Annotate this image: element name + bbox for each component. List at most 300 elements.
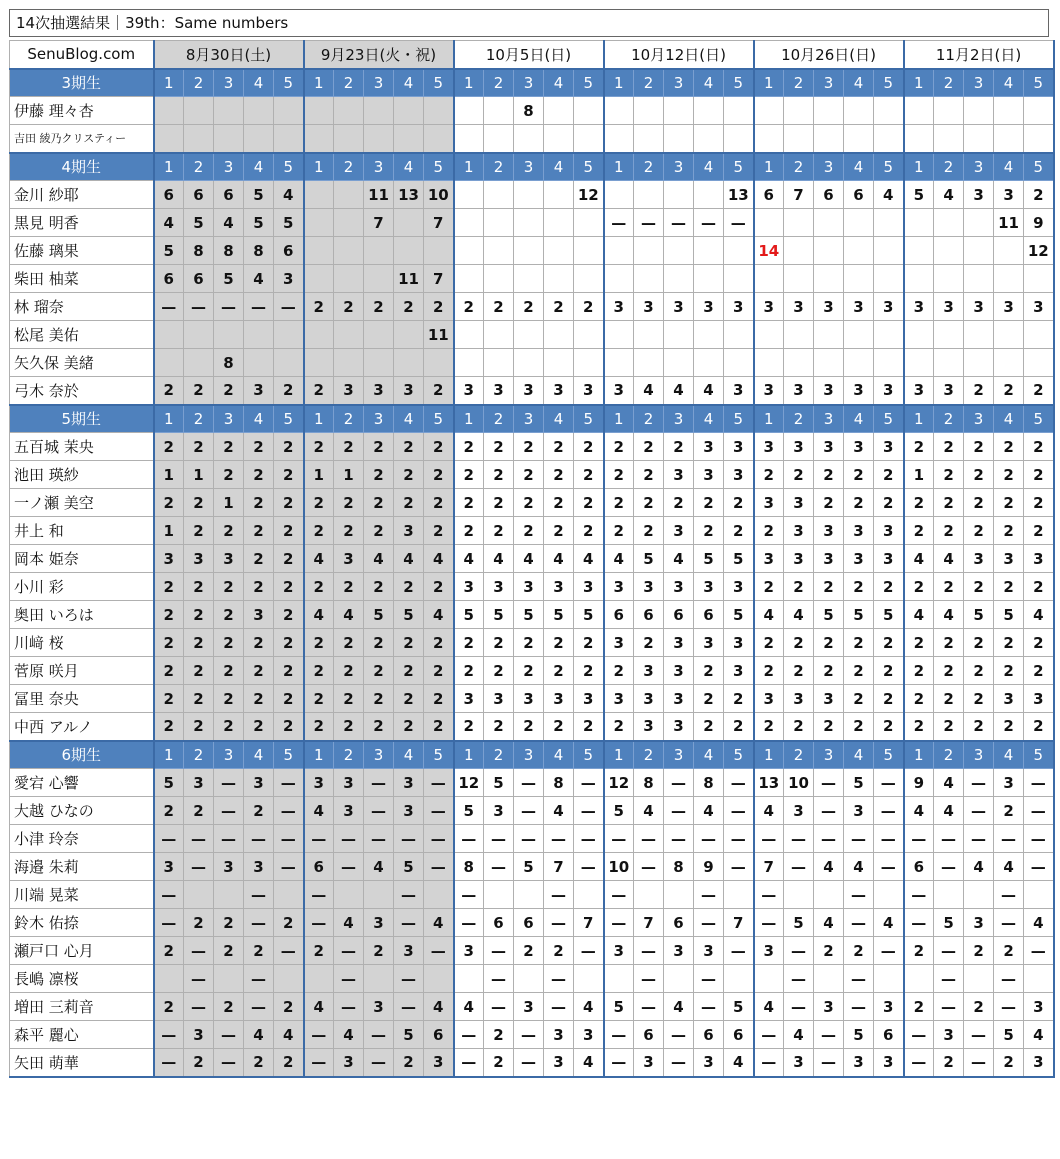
- result-cell: 2: [544, 461, 574, 489]
- result-cell: 2: [994, 657, 1024, 685]
- result-cell: 4: [454, 993, 484, 1021]
- result-cell: [934, 209, 964, 237]
- slot-number: 5: [424, 153, 454, 181]
- slot-number: 3: [664, 69, 694, 97]
- result-cell: —: [754, 909, 784, 937]
- result-cell: [694, 321, 724, 349]
- result-cell: 2: [154, 629, 184, 657]
- result-cell: [964, 125, 994, 153]
- result-cell: 2: [154, 993, 184, 1021]
- result-cell: 3: [844, 293, 874, 321]
- result-cell: 3: [574, 1021, 604, 1049]
- result-cell: 6: [814, 181, 844, 209]
- result-cell: —: [544, 965, 574, 993]
- result-cell: 3: [244, 377, 274, 405]
- result-cell: 4: [1024, 601, 1054, 629]
- result-cell: [154, 125, 184, 153]
- result-cell: 2: [364, 937, 394, 965]
- result-cell: —: [784, 825, 814, 853]
- result-cell: 2: [424, 377, 454, 405]
- result-cell: —: [934, 853, 964, 881]
- result-cell: 3: [694, 293, 724, 321]
- slot-number: 1: [304, 153, 334, 181]
- result-cell: 2: [904, 573, 934, 601]
- result-cell: 2: [244, 657, 274, 685]
- result-cell: 3: [514, 573, 544, 601]
- result-cell: 4: [874, 909, 904, 937]
- result-cell: 1: [154, 461, 184, 489]
- result-cell: —: [154, 1021, 184, 1049]
- result-cell: 2: [964, 377, 994, 405]
- result-cell: [394, 349, 424, 377]
- result-cell: 2: [994, 713, 1024, 741]
- result-cell: —: [154, 909, 184, 937]
- result-cell: [754, 265, 784, 293]
- result-cell: [724, 265, 754, 293]
- result-cell: 4: [244, 1021, 274, 1049]
- slot-number: 5: [424, 405, 454, 433]
- result-cell: 3: [844, 377, 874, 405]
- result-cell: —: [904, 881, 934, 909]
- result-cell: —: [574, 825, 604, 853]
- member-name: 増田 三莉音: [10, 993, 154, 1021]
- result-cell: —: [544, 825, 574, 853]
- result-cell: 2: [364, 713, 394, 741]
- result-cell: 8: [694, 769, 724, 797]
- result-cell: 2: [994, 797, 1024, 825]
- result-cell: 6: [484, 909, 514, 937]
- result-cell: —: [214, 1021, 244, 1049]
- result-cell: 2: [394, 713, 424, 741]
- member-row: [10, 825, 1054, 853]
- member-row: [10, 237, 1054, 265]
- result-cell: —: [934, 825, 964, 853]
- result-cell: 2: [304, 517, 334, 545]
- result-cell: 6: [754, 181, 784, 209]
- result-cell: 2: [154, 797, 184, 825]
- result-cell: 2: [904, 489, 934, 517]
- result-cell: 4: [904, 797, 934, 825]
- member-name: 小津 玲奈: [10, 825, 154, 853]
- result-cell: —: [214, 293, 244, 321]
- result-cell: [604, 349, 634, 377]
- result-cell: —: [304, 881, 334, 909]
- result-cell: 2: [424, 293, 454, 321]
- result-cell: 2: [964, 937, 994, 965]
- result-cell: [514, 321, 544, 349]
- result-cell: —: [874, 797, 904, 825]
- result-cell: [724, 965, 754, 993]
- result-cell: —: [604, 1021, 634, 1049]
- slot-number: 5: [724, 153, 754, 181]
- result-cell: [904, 209, 934, 237]
- result-cell: 2: [544, 629, 574, 657]
- result-cell: 6: [634, 1021, 664, 1049]
- date-header: 10月12日(日): [604, 41, 754, 69]
- result-cell: 3: [664, 573, 694, 601]
- slot-number: 3: [964, 69, 994, 97]
- slot-number: 4: [544, 405, 574, 433]
- result-cell: 2: [604, 713, 634, 741]
- result-cell: [934, 125, 964, 153]
- result-cell: 6: [214, 181, 244, 209]
- result-cell: [304, 125, 334, 153]
- result-cell: —: [724, 853, 754, 881]
- result-cell: 2: [994, 489, 1024, 517]
- result-cell: —: [484, 965, 514, 993]
- member-name: 岡本 姫奈: [10, 545, 154, 573]
- slot-number: 1: [604, 741, 634, 769]
- slot-number: 1: [454, 69, 484, 97]
- result-cell: —: [544, 909, 574, 937]
- slot-number: 4: [844, 153, 874, 181]
- slot-number: 1: [604, 69, 634, 97]
- slot-number: 2: [934, 405, 964, 433]
- slot-number: 4: [244, 405, 274, 433]
- result-cell: [1024, 965, 1054, 993]
- result-cell: 6: [694, 1021, 724, 1049]
- result-cell: [664, 181, 694, 209]
- result-cell: —: [424, 937, 454, 965]
- result-cell: [904, 265, 934, 293]
- result-cell: —: [604, 1049, 634, 1077]
- result-cell: 3: [664, 629, 694, 657]
- result-cell: 4: [934, 769, 964, 797]
- slot-number: 4: [694, 153, 724, 181]
- slot-number: 1: [304, 69, 334, 97]
- slot-number: 1: [154, 153, 184, 181]
- result-cell: [814, 237, 844, 265]
- result-cell: 2: [394, 489, 424, 517]
- result-cell: [844, 209, 874, 237]
- result-cell: [874, 209, 904, 237]
- result-cell: [814, 965, 844, 993]
- result-cell: —: [244, 993, 274, 1021]
- result-cell: [964, 881, 994, 909]
- result-cell: [964, 237, 994, 265]
- result-cell: —: [1024, 853, 1054, 881]
- result-cell: 2: [754, 713, 784, 741]
- result-cell: 3: [784, 517, 814, 545]
- result-cell: 2: [304, 713, 334, 741]
- slot-number: 3: [214, 69, 244, 97]
- result-cell: 5: [844, 769, 874, 797]
- result-cell: 2: [574, 293, 604, 321]
- result-cell: [454, 965, 484, 993]
- result-cell: [724, 349, 754, 377]
- result-cell: 2: [874, 489, 904, 517]
- result-cell: [274, 97, 304, 125]
- slot-number: 3: [814, 69, 844, 97]
- result-cell: 2: [844, 937, 874, 965]
- result-cell: 3: [754, 685, 784, 713]
- slot-number: 3: [514, 405, 544, 433]
- result-cell: 2: [184, 489, 214, 517]
- slot-number: 5: [1024, 69, 1054, 97]
- result-cell: 2: [844, 657, 874, 685]
- result-cell: [364, 881, 394, 909]
- result-cell: 2: [814, 937, 844, 965]
- member-row: [10, 181, 1054, 209]
- result-cell: [994, 237, 1024, 265]
- member-row: [10, 657, 1054, 685]
- result-cell: 3: [754, 293, 784, 321]
- result-cell: 3: [844, 1049, 874, 1077]
- result-cell: 3: [514, 377, 544, 405]
- result-cell: 9: [904, 769, 934, 797]
- result-cell: 2: [934, 657, 964, 685]
- result-cell: 2: [424, 713, 454, 741]
- result-cell: [694, 181, 724, 209]
- result-cell: [514, 237, 544, 265]
- result-cell: —: [424, 769, 454, 797]
- result-cell: [484, 881, 514, 909]
- result-cell: [724, 97, 754, 125]
- result-cell: 5: [694, 545, 724, 573]
- result-cell: 8: [184, 237, 214, 265]
- result-cell: 2: [934, 573, 964, 601]
- result-cell: —: [934, 937, 964, 965]
- result-cell: [664, 97, 694, 125]
- result-cell: [574, 209, 604, 237]
- slot-number: 1: [154, 405, 184, 433]
- result-cell: 2: [304, 937, 334, 965]
- result-cell: 2: [184, 797, 214, 825]
- result-cell: 2: [154, 377, 184, 405]
- result-cell: 3: [1024, 993, 1054, 1021]
- result-cell: [394, 321, 424, 349]
- result-cell: [304, 265, 334, 293]
- result-cell: 2: [274, 713, 304, 741]
- result-cell: —: [844, 965, 874, 993]
- result-cell: 3: [724, 461, 754, 489]
- member-name: 吉田 綾乃クリスティー: [10, 125, 154, 153]
- result-cell: [574, 881, 604, 909]
- result-cell: 7: [634, 909, 664, 937]
- result-cell: 4: [754, 601, 784, 629]
- result-cell: 3: [694, 461, 724, 489]
- result-cell: 3: [994, 545, 1024, 573]
- result-cell: —: [214, 825, 244, 853]
- result-cell: 2: [244, 797, 274, 825]
- result-cell: 3: [214, 545, 244, 573]
- result-cell: [844, 97, 874, 125]
- result-cell: 3: [574, 573, 604, 601]
- slot-number: 2: [484, 405, 514, 433]
- result-cell: —: [244, 293, 274, 321]
- result-cell: [814, 97, 844, 125]
- result-cell: 2: [964, 993, 994, 1021]
- result-cell: [694, 237, 724, 265]
- slot-number: 1: [454, 405, 484, 433]
- result-cell: [874, 965, 904, 993]
- date-header: 10月26日(日): [754, 41, 904, 69]
- result-cell: 5: [184, 209, 214, 237]
- result-cell: —: [814, 1049, 844, 1077]
- result-cell: —: [664, 797, 694, 825]
- result-cell: —: [574, 853, 604, 881]
- slot-number: 4: [244, 69, 274, 97]
- slot-number: 2: [934, 69, 964, 97]
- result-cell: 2: [214, 937, 244, 965]
- slot-number: 5: [1024, 741, 1054, 769]
- result-cell: [364, 237, 394, 265]
- slot-number: 4: [844, 405, 874, 433]
- result-cell: 3: [964, 293, 994, 321]
- result-cell: [874, 125, 904, 153]
- result-cell: 2: [634, 489, 664, 517]
- result-cell: —: [244, 825, 274, 853]
- result-cell: 2: [334, 685, 364, 713]
- result-cell: 3: [664, 461, 694, 489]
- result-cell: [964, 321, 994, 349]
- result-cell: [814, 209, 844, 237]
- result-cell: [694, 125, 724, 153]
- result-cell: 3: [154, 853, 184, 881]
- member-name: 奥田 いろは: [10, 601, 154, 629]
- slot-number: 2: [184, 741, 214, 769]
- result-cell: [424, 237, 454, 265]
- result-cell: 2: [964, 461, 994, 489]
- member-name: 井上 和: [10, 517, 154, 545]
- result-cell: 3: [874, 377, 904, 405]
- result-cell: [634, 321, 664, 349]
- result-cell: 2: [724, 713, 754, 741]
- slot-number: 2: [634, 153, 664, 181]
- result-cell: [514, 125, 544, 153]
- generation-header-row: [10, 69, 1054, 97]
- result-cell: [544, 97, 574, 125]
- result-cell: 5: [934, 909, 964, 937]
- slot-number: 2: [934, 153, 964, 181]
- slot-number: 2: [484, 741, 514, 769]
- result-cell: —: [544, 881, 574, 909]
- date-header: 10月5日(日): [454, 41, 604, 69]
- result-cell: [814, 125, 844, 153]
- result-cell: —: [244, 965, 274, 993]
- result-cell: 3: [394, 517, 424, 545]
- result-cell: 2: [184, 377, 214, 405]
- result-cell: 2: [664, 433, 694, 461]
- result-cell: 2: [694, 685, 724, 713]
- result-cell: 4: [214, 209, 244, 237]
- result-cell: 10: [604, 853, 634, 881]
- slot-number: 1: [904, 153, 934, 181]
- result-cell: —: [274, 293, 304, 321]
- result-cell: 2: [574, 489, 604, 517]
- slot-number: 4: [694, 405, 724, 433]
- result-cell: [904, 349, 934, 377]
- result-cell: 5: [994, 601, 1024, 629]
- result-cell: 3: [784, 1049, 814, 1077]
- result-cell: 7: [784, 181, 814, 209]
- result-cell: —: [424, 797, 454, 825]
- result-cell: 2: [724, 517, 754, 545]
- result-cell: —: [724, 797, 754, 825]
- slot-number: 3: [814, 153, 844, 181]
- slot-number: 3: [514, 69, 544, 97]
- result-cell: 6: [304, 853, 334, 881]
- result-cell: 2: [814, 573, 844, 601]
- member-name: 小川 彩: [10, 573, 154, 601]
- result-cell: 2: [934, 629, 964, 657]
- result-cell: 2: [604, 433, 634, 461]
- result-cell: 2: [874, 461, 904, 489]
- result-cell: 2: [1024, 433, 1054, 461]
- slot-number: 4: [844, 741, 874, 769]
- result-cell: 9: [694, 853, 724, 881]
- result-cell: 2: [904, 629, 934, 657]
- result-cell: 5: [814, 601, 844, 629]
- result-cell: 11: [364, 181, 394, 209]
- result-cell: [964, 265, 994, 293]
- result-cell: —: [844, 993, 874, 1021]
- result-cell: 4: [454, 545, 484, 573]
- result-cell: 8: [214, 349, 244, 377]
- result-cell: 3: [814, 517, 844, 545]
- result-cell: 4: [754, 797, 784, 825]
- result-cell: 2: [934, 517, 964, 545]
- result-cell: [724, 321, 754, 349]
- result-cell: —: [964, 825, 994, 853]
- result-cell: [364, 349, 394, 377]
- result-cell: 3: [364, 909, 394, 937]
- result-cell: 3: [574, 685, 604, 713]
- result-cell: 3: [484, 573, 514, 601]
- result-cell: 2: [184, 629, 214, 657]
- result-cell: [814, 881, 844, 909]
- slot-number: 3: [814, 405, 844, 433]
- result-cell: 2: [964, 489, 994, 517]
- result-cell: [304, 209, 334, 237]
- result-cell: 8: [214, 237, 244, 265]
- slot-number: 3: [964, 741, 994, 769]
- slot-number: 2: [784, 741, 814, 769]
- result-cell: 4: [934, 545, 964, 573]
- member-name: 川﨑 桜: [10, 629, 154, 657]
- result-cell: 2: [274, 377, 304, 405]
- result-cell: —: [154, 881, 184, 909]
- slot-number: 5: [1024, 153, 1054, 181]
- result-cell: 3: [724, 629, 754, 657]
- result-cell: [244, 321, 274, 349]
- result-cell: [424, 881, 454, 909]
- slot-number: 4: [994, 69, 1024, 97]
- slot-number: 4: [844, 69, 874, 97]
- slot-number: 5: [874, 741, 904, 769]
- result-cell: 2: [514, 517, 544, 545]
- result-cell: —: [874, 937, 904, 965]
- result-cell: 1: [184, 461, 214, 489]
- result-cell: [874, 321, 904, 349]
- result-cell: 2: [754, 657, 784, 685]
- result-cell: 4: [694, 797, 724, 825]
- result-cell: 2: [544, 293, 574, 321]
- result-cell: 8: [544, 769, 574, 797]
- result-cell: 2: [394, 657, 424, 685]
- result-cell: 2: [274, 1049, 304, 1077]
- generation-label: 3期生: [10, 69, 154, 97]
- result-cell: [364, 965, 394, 993]
- result-cell: 2: [424, 433, 454, 461]
- result-cell: —: [1024, 937, 1054, 965]
- result-cell: 3: [844, 517, 874, 545]
- result-cell: 3: [184, 1021, 214, 1049]
- result-cell: 2: [604, 657, 634, 685]
- member-row: [10, 517, 1054, 545]
- member-row: [10, 993, 1054, 1021]
- result-cell: 3: [364, 993, 394, 1021]
